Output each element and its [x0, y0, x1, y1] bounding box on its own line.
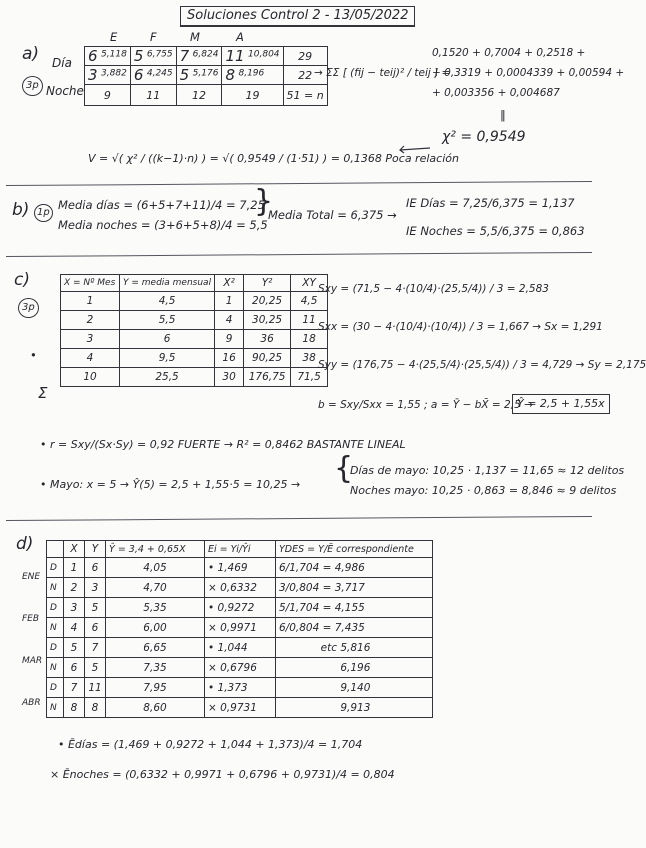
x-cell: 1 — [64, 558, 85, 578]
mayo-noches: Noches mayo: 10,25 · 0,863 = 8,846 ≈ 9 delitos — [350, 484, 617, 497]
x-cell: 4 — [64, 618, 85, 638]
table-sum-row — [61, 368, 328, 387]
x-cell: 7 — [64, 678, 85, 698]
chi-result: χ² = 0,9549 — [442, 129, 526, 145]
dn-cell: N — [47, 618, 64, 638]
table-header-row — [47, 541, 433, 558]
table-cell: 4 — [215, 311, 244, 330]
y-cell: 5 — [85, 598, 106, 618]
y-cell: 11 — [85, 678, 106, 698]
table-cell: 1 — [61, 292, 120, 311]
table-cell: 36 — [244, 330, 291, 349]
e-cell: • 1,469 — [205, 558, 276, 578]
sum-symbol: Σ — [38, 384, 48, 402]
dn-cell: N — [47, 578, 64, 598]
regression-result: Ŷ = 2,5 + 1,55x — [512, 394, 610, 414]
col-header: YDES = Y/Ē correspondiente — [276, 541, 433, 558]
month-label-feb: FEB — [22, 614, 40, 624]
yhat-cell: 4,05 — [106, 558, 205, 578]
table-row — [47, 618, 433, 638]
y-cell: 7 — [85, 638, 106, 658]
obs-cell: 11 $^{10,804}$ — [222, 47, 283, 66]
y-cell: 6 — [85, 558, 106, 578]
dn-cell: D — [47, 558, 64, 578]
table-cell: 38 — [291, 349, 328, 368]
table-cell: 16 — [215, 349, 244, 368]
dn-cell: D — [47, 638, 64, 658]
ydes-cell: 3/0,804 = 3,717 — [276, 578, 433, 598]
col-tag-a: A — [236, 30, 244, 44]
col-total: 19 — [222, 85, 283, 106]
yhat-cell: 6,00 — [106, 618, 205, 638]
dn-cell: N — [47, 658, 64, 678]
obs-cell: 5 $^{5,176}$ — [176, 66, 222, 85]
obs-cell: 5 $^{6,755}$ — [130, 47, 176, 66]
chi-terms-2: + 0,3319 + 0,0004339 + 0,00594 + — [432, 67, 625, 79]
obs-cell: 6 $^{4,245}$ — [130, 66, 176, 85]
table-cell: 6 — [120, 330, 215, 349]
sxy-line: Sxy = (71,5 − 4·(10/4)·(25,5/4)) / 3 = 2,583 — [318, 283, 549, 295]
month-label-ene: ENE — [22, 572, 41, 582]
table-row — [61, 330, 328, 349]
section-b-label: b) — [12, 200, 30, 220]
table-row — [47, 558, 433, 578]
table-row — [47, 678, 433, 698]
ydes-cell: etc 5,816 — [276, 638, 433, 658]
x-cell: 3 — [64, 598, 85, 618]
ydes-cell: 9,140 — [276, 678, 433, 698]
chi-terms-1: 0,1520 + 0,7004 + 0,2518 + — [432, 47, 586, 59]
chi-terms-3: + 0,003356 + 0,004687 — [432, 87, 560, 99]
dn-cell: D — [47, 678, 64, 698]
sum-cell: 71,5 — [291, 368, 328, 387]
yhat-cell: 5,35 — [106, 598, 205, 618]
col-tag-f: F — [150, 30, 157, 44]
table-cell: 3 — [61, 330, 120, 349]
mayo-brace: { — [334, 451, 354, 486]
e-noches-line: × Ēnoches = (0,6332 + 0,9971 + 0,6796 + 0,9731)/4 = 0,804 — [50, 768, 395, 781]
col-total: 12 — [176, 85, 222, 106]
month-label-abr: ABR — [22, 698, 41, 708]
col-header: X — [64, 541, 85, 558]
yhat-cell: 7,35 — [106, 658, 205, 678]
yhat-cell: 4,70 — [106, 578, 205, 598]
dn-cell: D — [47, 598, 64, 618]
x-cell: 5 — [64, 638, 85, 658]
ydes-cell: 6/0,804 = 7,435 — [276, 618, 433, 638]
e-cell: • 0,9272 — [205, 598, 276, 618]
e-cell: × 0,6332 — [205, 578, 276, 598]
col-header: XY — [291, 275, 328, 292]
syy-line: Syy = (176,75 − 4·(25,5/4)·(25,5/4)) / 3 = 4,729 → Sy = 2,175 — [318, 359, 646, 371]
y-cell: 3 — [85, 578, 106, 598]
table-row — [61, 292, 328, 311]
page-title: Soluciones Control 2 - 13/05/2022 — [180, 6, 415, 27]
table-cell: 4,5 — [120, 292, 215, 311]
table-row — [61, 349, 328, 368]
col-header — [47, 541, 64, 558]
seasonal-table — [46, 540, 433, 718]
table-cell: 11 — [291, 311, 328, 330]
table-cell: 20,25 — [244, 292, 291, 311]
sxx-line: Sxx = (30 − 4·(10/4)·(10/4)) / 3 = 1,667 → Sx = 1,291 — [318, 321, 603, 333]
e-cell: × 0,9971 — [205, 618, 276, 638]
col-header: Y — [85, 541, 106, 558]
section-a-points: 3p — [22, 76, 43, 96]
media-brace: } — [254, 184, 274, 219]
row-name-noche: Noche — [46, 84, 84, 98]
obs-cell: 3 $^{3,882}$ — [85, 66, 131, 85]
table-cell: 5,5 — [120, 311, 215, 330]
sum-cell: 10 — [61, 368, 120, 387]
ydes-cell: 9,913 — [276, 698, 433, 718]
yhat-cell: 6,65 — [106, 638, 205, 658]
e-cell: × 0,6796 — [205, 658, 276, 678]
e-cell: × 0,9731 — [205, 698, 276, 718]
col-header: Ŷ = 3,4 + 0,65X — [106, 541, 205, 558]
section-a-label: a) — [22, 44, 40, 64]
chi-formula: → ΣΣ [ (fij − teij)² / teij ] = — [314, 67, 451, 79]
dn-cell: N — [47, 698, 64, 718]
row-total: 22 — [283, 66, 327, 85]
ie-dias: IE Días = 7,25/6,375 = 1,137 — [406, 196, 575, 210]
x-cell: 2 — [64, 578, 85, 598]
col-header: X = Nº Mes — [61, 275, 120, 292]
col-header: Y² — [244, 275, 291, 292]
sum-cell: 30 — [215, 368, 244, 387]
obs-cell: 8 $^{8,196}$ — [222, 66, 283, 85]
e-dias-line: • Ēdías = (1,469 + 0,9272 + 1,044 + 1,373)/4 = 1,704 — [58, 738, 363, 751]
sum-cell: 176,75 — [244, 368, 291, 387]
table-cell: 9,5 — [120, 349, 215, 368]
bullet-dot: • — [30, 348, 37, 362]
table-cell: 18 — [291, 330, 328, 349]
col-header: Ei = Yi/Ŷi — [205, 541, 276, 558]
y-cell: 8 — [85, 698, 106, 718]
col-tag-m: M — [190, 30, 200, 44]
section-b-points: 1p — [34, 204, 53, 222]
section-c-label: c) — [14, 270, 30, 290]
row-name-dia: Día — [52, 56, 72, 70]
media-total: Media Total = 6,375 → — [268, 208, 397, 222]
col-total: 11 — [130, 85, 176, 106]
b-a-line: b = Sxy/Sxx = 1,55 ; a = Ȳ − bX̄ = 2,5 → — [318, 399, 533, 411]
table-row — [47, 598, 433, 618]
r-line: • r = Sxy/(Sx·Sy) = 0,92 FUERTE → R² = 0,8462 BASTANTE LINEAL — [40, 438, 406, 451]
ydes-cell: 6,196 — [276, 658, 433, 678]
mayo-dias: Días de mayo: 10,25 · 1,137 = 11,65 ≈ 12 delitos — [350, 464, 625, 477]
table-cell: 30,25 — [244, 311, 291, 330]
ydes-etc: etc — [320, 641, 337, 654]
obs-cell: 7 $^{6,824}$ — [176, 47, 222, 66]
e-cell: • 1,044 — [205, 638, 276, 658]
table-cell: 1 — [215, 292, 244, 311]
col-total: 9 — [85, 85, 131, 106]
media-noches: Media noches = (3+6+5+8)/4 = 5,5 — [58, 218, 268, 232]
chi-equals: ‖ — [500, 108, 506, 122]
y-cell: 5 — [85, 658, 106, 678]
table-row — [47, 698, 433, 718]
ie-noches: IE Noches = 5,5/6,375 = 0,863 — [406, 224, 585, 238]
e-cell: • 1,373 — [205, 678, 276, 698]
table-row — [47, 578, 433, 598]
table-row — [61, 311, 328, 330]
mayo-line: • Mayo: x = 5 → Ŷ(5) = 2,5 + 1,55·5 = 10,25 → — [40, 478, 301, 491]
y-cell: 6 — [85, 618, 106, 638]
regression-table — [60, 274, 328, 387]
col-tag-e: E — [110, 30, 118, 44]
yhat-cell: 8,60 — [106, 698, 205, 718]
col-header: Y = media mensual — [120, 275, 215, 292]
x-cell: 6 — [64, 658, 85, 678]
obs-cell: 6 $^{5,118}$ — [85, 47, 131, 66]
section-c-points: 3p — [18, 298, 39, 318]
table-cell: 4,5 — [291, 292, 328, 311]
table-cell: 9 — [215, 330, 244, 349]
grand-total: 51 = n — [283, 85, 327, 106]
col-header: X² — [215, 275, 244, 292]
table-header-row — [61, 275, 328, 292]
table-row — [47, 658, 433, 678]
yhat-cell: 7,95 — [106, 678, 205, 698]
ydes-cell: 5/1,704 = 4,155 — [276, 598, 433, 618]
table-cell: 2 — [61, 311, 120, 330]
media-dias: Media días = (6+5+7+11)/4 = 7,25 — [58, 198, 265, 212]
section-d-label: d) — [16, 534, 34, 554]
month-label-mar: MAR — [22, 656, 43, 666]
row-total: 29 — [283, 47, 327, 66]
x-cell: 8 — [64, 698, 85, 718]
ydes-cell: 6/1,704 = 4,986 — [276, 558, 433, 578]
sum-cell: 25,5 — [120, 368, 215, 387]
table-row — [47, 638, 433, 658]
v-formula: V = √( χ² / ((k−1)·n) ) = √( 0,9549 / (1·51) ) = 0,1368 Poca relación — [88, 152, 459, 165]
table-cell: 4 — [61, 349, 120, 368]
table-cell: 90,25 — [244, 349, 291, 368]
